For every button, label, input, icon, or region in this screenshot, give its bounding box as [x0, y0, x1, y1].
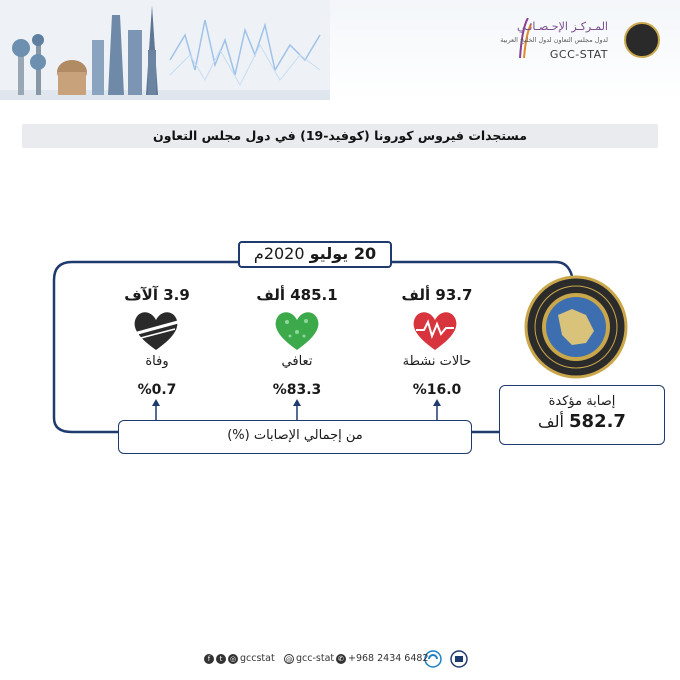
page-title: مستجدات فيروس كورونا (كوفيد-19) في دول مجلس التعاون — [153, 128, 527, 143]
recovered-value: 485.1 ألف — [256, 286, 338, 304]
date-day-month: 20 يوليو — [309, 244, 377, 263]
deaths-label: وفاة — [145, 354, 169, 369]
twitter-icon: t — [216, 654, 226, 664]
org-name-arabic: المـركـز الإحـصـائـي — [516, 20, 608, 33]
footer-web[interactable]: @ gcc-stat — [285, 653, 335, 664]
stat-recovered-label-wrap — [232, 354, 362, 369]
instagram-icon: ◎ — [229, 654, 237, 663]
stat-active — [372, 286, 502, 304]
stat-deaths-label-wrap — [92, 354, 222, 369]
org-name-english: GCC-STAT — [549, 48, 608, 61]
recovered-label: تعافي — [281, 354, 313, 369]
partner-logo-icon — [450, 650, 468, 668]
confirmed-value-line — [500, 411, 664, 432]
active-label: حالات نشطة — [402, 354, 472, 369]
active-heart-icon — [410, 308, 460, 352]
stat-deaths — [92, 286, 222, 304]
org-subtitle-arabic: لدول مجلس التعاون لدول الخليج العربية — [500, 36, 608, 44]
city-skyline-illustration — [0, 0, 330, 100]
header-banner — [0, 0, 680, 100]
active-value: 93.7 ألف — [401, 286, 473, 304]
gcc-stat-logo — [500, 14, 660, 74]
stat-recovered — [232, 286, 362, 304]
recovered-heart-icon — [272, 308, 322, 352]
recovered-percent: %83.3 — [272, 382, 322, 398]
confirmed-value: 582.7 — [569, 411, 626, 432]
facebook-icon: f — [204, 654, 214, 664]
confirmed-cases-box — [499, 385, 665, 445]
gcc-emblem-icon — [624, 22, 660, 58]
gcc-seal-icon — [524, 275, 628, 379]
stat-recovered-pct-wrap — [232, 382, 362, 398]
active-percent: %16.0 — [412, 382, 462, 398]
deaths-percent: %0.7 — [137, 382, 177, 398]
stat-active-label-wrap — [372, 354, 502, 369]
footer-social[interactable]: f t ◎ gccstat — [204, 653, 275, 664]
footer-phone[interactable]: ✆ +968 2434 6482 — [336, 653, 429, 664]
percent-caption-box — [118, 420, 472, 454]
stat-deaths-pct-wrap — [92, 382, 222, 398]
title-banner — [22, 124, 658, 148]
footer — [0, 650, 680, 670]
confirmed-label: إصابة مؤكدة — [548, 394, 616, 409]
deaths-heart-icon — [131, 308, 181, 352]
at-icon: @ — [285, 655, 293, 664]
whatsapp-icon: ✆ — [336, 654, 346, 664]
percent-caption: من إجمالي الإصابات (%) — [227, 428, 363, 443]
confirmed-unit: ألف — [538, 412, 564, 431]
date-label — [238, 241, 392, 268]
deaths-value: 3.9 آلآف — [124, 286, 190, 304]
stat-active-pct-wrap — [372, 382, 502, 398]
date-year: 2020م — [253, 244, 305, 263]
